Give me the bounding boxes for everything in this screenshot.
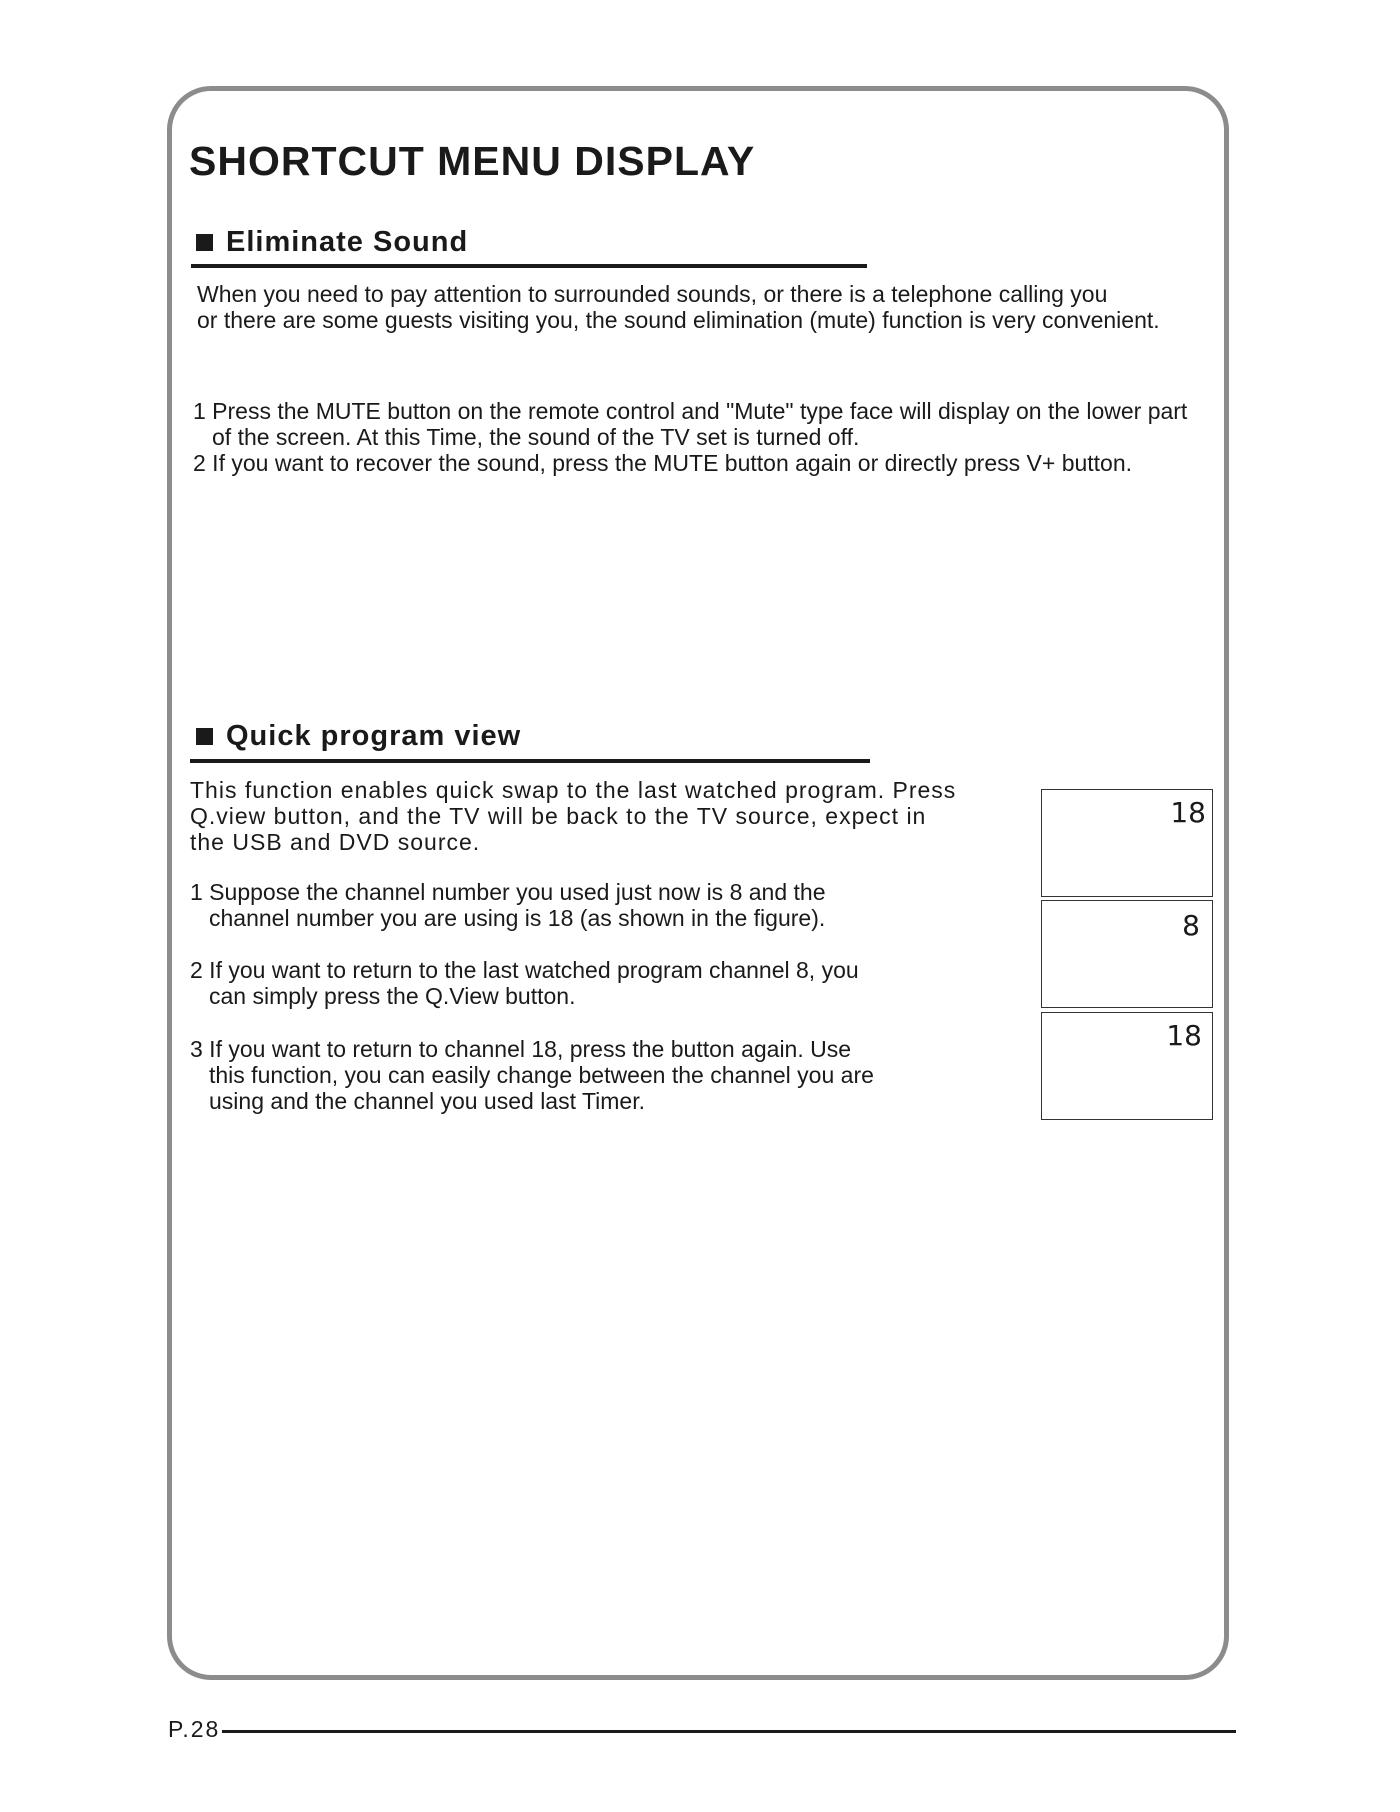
channel-number: 18	[1166, 1019, 1202, 1052]
page-number: P.28	[168, 1716, 221, 1742]
quick-view-step-3	[190, 1036, 874, 1114]
step-line: 2 If you want to return to the last watched program channel 8, you	[190, 957, 859, 983]
step-line: 1 Press the MUTE button on the remote control and "Mute" type face will display on the lower part	[193, 398, 1188, 424]
intro-line: This function enables quick swap to the last watched program. Press	[190, 777, 957, 803]
step-line: 3 If you want to return to channel 18, press the button again. Use	[190, 1036, 852, 1062]
page-title: SHORTCUT MENU DISPLAY	[189, 138, 756, 184]
step-line: channel number you are using is 18 (as shown in the figure).	[209, 905, 826, 931]
eliminate-sound-step-2	[193, 450, 1132, 476]
section-heading-label: Quick program view	[226, 720, 522, 752]
tv-screen-figure	[1041, 789, 1213, 897]
tv-screen-figure	[1041, 1012, 1213, 1120]
step-line: 2 If you want to recover the sound, press the MUTE button again or directly press V+ button.	[193, 450, 1133, 476]
square-bullet-icon	[196, 234, 213, 251]
quick-view-step-1	[190, 879, 826, 931]
footer-rule	[222, 1730, 1236, 1733]
intro-line: When you need to pay attention to surrounded sounds, or there is a telephone calling you	[197, 281, 1108, 307]
eliminate-sound-step-1	[193, 398, 1187, 450]
step-line: of the screen. At this Time, the sound of the TV set is turned off.	[212, 424, 860, 450]
step-line: using and the channel you used last Timer.	[209, 1088, 646, 1114]
square-bullet-icon	[196, 728, 213, 745]
eliminate-sound-intro	[197, 281, 1160, 333]
section-heading-eliminate-sound	[196, 226, 468, 259]
intro-line: the USB and DVD source.	[190, 829, 481, 855]
step-line: can simply press the Q.View button.	[209, 983, 576, 1009]
quick-view-intro	[190, 777, 956, 855]
tv-screen-figure	[1041, 900, 1213, 1008]
section-rule	[191, 264, 867, 268]
channel-number: 8	[1182, 909, 1200, 942]
quick-view-step-2	[190, 957, 859, 1009]
step-line: this function, you can easily change between the channel you are	[209, 1062, 874, 1088]
intro-line: Q.view button, and the TV will be back to the TV source, expect in	[190, 803, 927, 829]
step-line: 1 Suppose the channel number you used just now is 8 and the	[190, 879, 826, 905]
intro-line: or there are some guests visiting you, the sound elimination (mute) function is very convenient.	[197, 307, 1160, 333]
section-heading-label: Eliminate Sound	[226, 226, 469, 258]
channel-number: 18	[1170, 796, 1206, 829]
section-heading-quick-program-view	[196, 720, 521, 753]
section-rule	[190, 759, 870, 763]
